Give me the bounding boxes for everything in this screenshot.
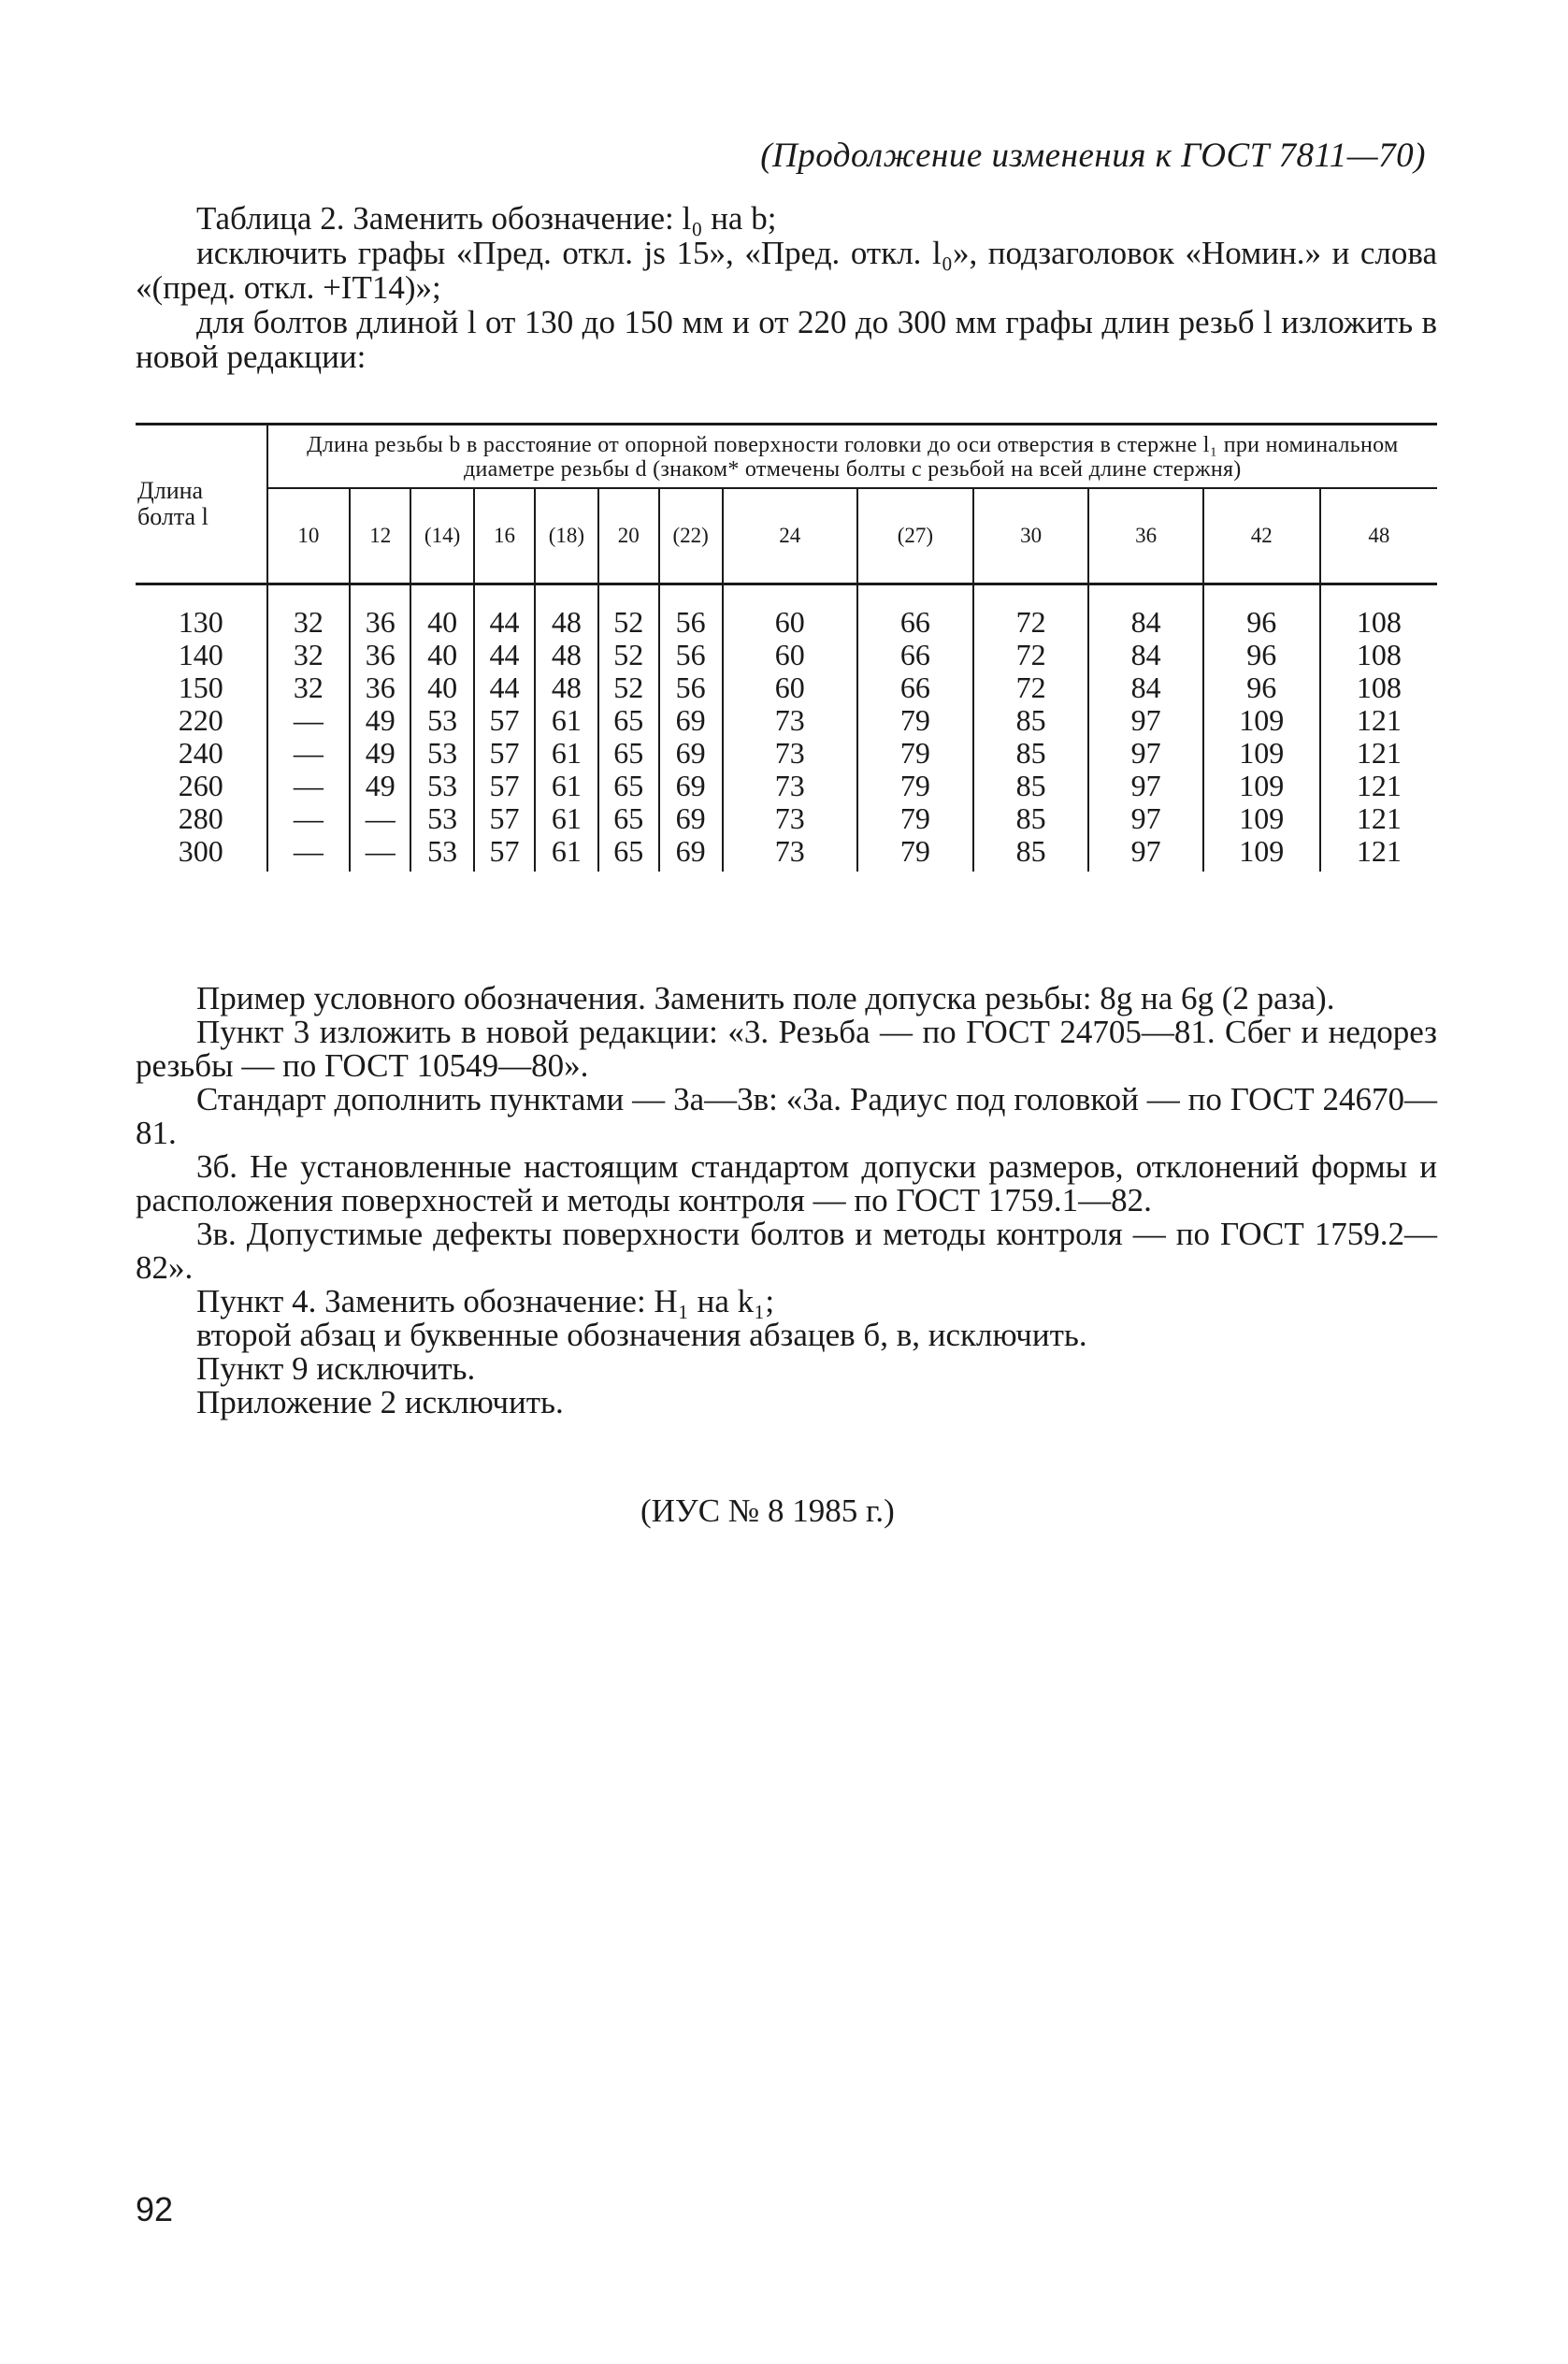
bolt-length-cell: 220	[178, 703, 223, 737]
thread-length-cell: 44	[474, 671, 535, 704]
thread-length-cell: 57	[474, 835, 535, 872]
intro-line-3: для болтов длиной l от 130 до 150 мм и от 220 до 300 мм графы длин резьб l изложить в новой редакции:	[136, 304, 1437, 375]
thread-length-cell: 66	[857, 671, 973, 704]
thread-length-cell: 56	[659, 584, 723, 640]
bolt-length-cell: 140	[178, 638, 223, 671]
bolt-length-cell: 240	[178, 736, 223, 770]
thread-length-cell: 36	[350, 639, 410, 671]
thread-length-cell: 56	[659, 671, 723, 704]
thread-length-cell: 73	[723, 835, 858, 872]
thread-length-cell: —	[267, 802, 351, 835]
thread-length-cell: 121	[1320, 704, 1437, 737]
thread-length-cell: 96	[1203, 584, 1320, 640]
thread-length-cell: 65	[598, 770, 659, 802]
bolt-length-header: Длина болта l	[136, 425, 267, 584]
table-row	[136, 704, 1437, 737]
diameter-header-cell: 16	[474, 488, 535, 584]
thread-length-cell: 40	[410, 584, 474, 640]
thread-length-cell: 61	[535, 835, 598, 872]
page-number: 92	[136, 2190, 174, 2228]
thread-length-cell: 109	[1203, 704, 1320, 737]
intro-line-2: исключить графы «Пред. откл. js 15», «Пред. откл. l₀», подзаголовок «Номин.» и слова «(пред. откл. +IT14)»;	[136, 235, 1437, 306]
bolt-length-cell: 280	[178, 801, 223, 835]
thread-length-cell: —	[267, 704, 351, 737]
thread-length-cell: 40	[410, 671, 474, 704]
thread-length-cell: 65	[598, 704, 659, 737]
thread-length-cell: 121	[1320, 737, 1437, 770]
bolt-length-cell: 300	[178, 834, 223, 868]
bolt-length-cell: 130	[178, 605, 223, 639]
thread-length-cell: 52	[598, 584, 659, 640]
page-header: (Продолжение изменения к ГОСТ 7811—70)	[760, 137, 1426, 175]
thread-length-cell: 48	[535, 639, 598, 671]
thread-length-cell: —	[350, 835, 410, 872]
thread-length-cell: 73	[723, 802, 858, 835]
table-row	[136, 770, 1437, 802]
table-caption: Длина резьбы b в расстояние от опорной поверхности головки до оси отверстия в стержне l₁ при номинальном диаметре резьбы d (знаком* отмечены болты с резьбой на всей длине стержня)	[267, 425, 1437, 489]
thread-length-cell: 85	[973, 737, 1089, 770]
paragraph-7: второй абзац и буквенные обозначения абзацев б, в, исключить.	[196, 1317, 1087, 1353]
thread-length-cell: 57	[474, 802, 535, 835]
thread-length-cell: 85	[973, 770, 1089, 802]
thread-length-cell: 32	[267, 639, 351, 671]
thread-length-cell: 121	[1320, 770, 1437, 802]
thread-length-cell: 97	[1088, 737, 1202, 770]
thread-length-cell: 49	[350, 704, 410, 737]
paragraph-9: Приложение 2 исключить.	[196, 1384, 564, 1420]
thread-length-cell: 108	[1320, 584, 1437, 640]
thread-length-cell: 85	[973, 835, 1089, 872]
thread-length-cell: 121	[1320, 802, 1437, 835]
diameter-header-cell: (22)	[659, 488, 723, 584]
thread-length-cell: 72	[973, 639, 1089, 671]
thread-length-cell: 121	[1320, 835, 1437, 872]
table-row	[136, 737, 1437, 770]
thread-length-cell: 61	[535, 770, 598, 802]
paragraph-4: 3б. Не установленные настоящим стандартом допуски размеров, отклонений формы и расположения поверхностей и методы контроля — по ГОСТ 1759.1—82.	[136, 1148, 1437, 1218]
thread-length-cell: 84	[1088, 584, 1202, 640]
thread-length-cell: 97	[1088, 704, 1202, 737]
amendment-text	[136, 982, 1437, 1420]
paragraph-6: Пункт 4. Заменить обозначение: H₁ на k₁;	[196, 1283, 775, 1319]
diameter-header-cell: 30	[973, 488, 1089, 584]
thread-length-cell: 73	[723, 737, 858, 770]
thread-length-cell: 84	[1088, 639, 1202, 671]
thread-length-cell: 73	[723, 704, 858, 737]
thread-length-cell: 108	[1320, 639, 1437, 671]
thread-length-cell: 85	[973, 704, 1089, 737]
thread-length-cell: 109	[1203, 770, 1320, 802]
thread-length-cell: 96	[1203, 639, 1320, 671]
thread-length-cell: 57	[474, 737, 535, 770]
table-body	[136, 584, 1437, 872]
thread-length-cell: 69	[659, 802, 723, 835]
table-row	[136, 802, 1437, 835]
thread-length-cell: 32	[267, 671, 351, 704]
thread-length-cell: 69	[659, 770, 723, 802]
thread-length-cell: 108	[1320, 671, 1437, 704]
diameter-header-row	[136, 488, 1437, 584]
thread-length-cell: —	[267, 770, 351, 802]
diameter-header-cell: 48	[1320, 488, 1437, 584]
table-row	[136, 835, 1437, 872]
thread-length-cell: 49	[350, 737, 410, 770]
thread-length-cell: 66	[857, 584, 973, 640]
thread-length-cell: 109	[1203, 835, 1320, 872]
bolt-length-cell: 150	[178, 670, 223, 704]
thread-length-cell: 60	[723, 671, 858, 704]
intro-text	[136, 201, 1437, 374]
table-row	[136, 584, 1437, 640]
paragraph-1: Пример условного обозначения. Заменить поле допуска резьбы: 8g на 6g (2 раза).	[196, 980, 1335, 1016]
source-note: (ИУС № 8 1985 г.)	[640, 1492, 895, 1529]
thread-length-cell: 73	[723, 770, 858, 802]
thread-length-cell: 52	[598, 639, 659, 671]
thread-length-cell: 97	[1088, 770, 1202, 802]
thread-length-cell: 53	[410, 737, 474, 770]
table-row	[136, 671, 1437, 704]
diameter-header-cell: (14)	[410, 488, 474, 584]
thread-length-cell: 65	[598, 835, 659, 872]
thread-length-cell: 53	[410, 770, 474, 802]
thread-length-cell: 72	[973, 671, 1089, 704]
thread-length-cell: 79	[857, 802, 973, 835]
thread-length-cell: 48	[535, 584, 598, 640]
thread-length-cell: 85	[973, 802, 1089, 835]
thread-length-cell: 84	[1088, 671, 1202, 704]
thread-length-cell: 53	[410, 704, 474, 737]
thread-length-cell: 53	[410, 835, 474, 872]
thread-length-cell: 49	[350, 770, 410, 802]
paragraph-2: Пункт 3 изложить в новой редакции: «3. Резьба — по ГОСТ 24705—81. Сбег и недорез резьбы — по ГОСТ 10549—80».	[136, 1014, 1437, 1084]
thread-length-cell: —	[350, 802, 410, 835]
thread-length-cell: 66	[857, 639, 973, 671]
thread-length-cell: 109	[1203, 737, 1320, 770]
thread-length-cell: 36	[350, 584, 410, 640]
diameter-header-cell: 24	[723, 488, 858, 584]
thread-length-cell: 53	[410, 802, 474, 835]
thread-length-cell: 69	[659, 835, 723, 872]
thread-length-cell: 65	[598, 737, 659, 770]
thread-length-cell: 79	[857, 737, 973, 770]
thread-length-cell: 36	[350, 671, 410, 704]
diameter-header-cell: (18)	[535, 488, 598, 584]
diameter-header-cell: 12	[350, 488, 410, 584]
diameter-header-cell: 42	[1203, 488, 1320, 584]
diameter-header-cell: 20	[598, 488, 659, 584]
thread-length-cell: 65	[598, 802, 659, 835]
thread-length-cell: 60	[723, 584, 858, 640]
thread-length-cell: 79	[857, 704, 973, 737]
thread-length-cell: 96	[1203, 671, 1320, 704]
paragraph-5: 3в. Допустимые дефекты поверхности болтов и методы контроля — по ГОСТ 1759.2—82».	[136, 1216, 1437, 1286]
thread-length-cell: 57	[474, 770, 535, 802]
thread-length-cell: 72	[973, 584, 1089, 640]
paragraph-8: Пункт 9 исключить.	[196, 1350, 476, 1387]
thread-length-cell: 69	[659, 737, 723, 770]
thread-length-cell: 97	[1088, 835, 1202, 872]
thread-length-cell: 79	[857, 770, 973, 802]
thread-length-cell: 61	[535, 704, 598, 737]
thread-length-cell: 32	[267, 584, 351, 640]
thread-length-cell: 44	[474, 584, 535, 640]
thread-length-table	[136, 423, 1437, 872]
thread-length-cell: 57	[474, 704, 535, 737]
thread-length-cell: 52	[598, 671, 659, 704]
thread-length-cell: 60	[723, 639, 858, 671]
table-row	[136, 639, 1437, 671]
thread-length-cell: 56	[659, 639, 723, 671]
thread-length-cell: 69	[659, 704, 723, 737]
thread-length-cell: 97	[1088, 802, 1202, 835]
thread-length-cell: 48	[535, 671, 598, 704]
paragraph-3: Стандарт дополнить пунктами — 3а—3в: «3а. Радиус под головкой — по ГОСТ 24670—81.	[136, 1081, 1437, 1151]
bolt-length-cell: 260	[178, 769, 223, 802]
thread-length-cell: 44	[474, 639, 535, 671]
thread-length-cell: 61	[535, 737, 598, 770]
thread-length-cell: —	[267, 835, 351, 872]
thread-length-cell: 109	[1203, 802, 1320, 835]
diameter-header-cell: (27)	[857, 488, 973, 584]
thread-length-cell: 61	[535, 802, 598, 835]
thread-length-cell: 79	[857, 835, 973, 872]
diameter-header-cell: 10	[267, 488, 351, 584]
thread-length-cell: 40	[410, 639, 474, 671]
intro-line-1: Таблица 2. Заменить обозначение: l₀ на b;	[196, 200, 777, 237]
diameter-header-cell: 36	[1088, 488, 1202, 584]
thread-length-cell: —	[267, 737, 351, 770]
